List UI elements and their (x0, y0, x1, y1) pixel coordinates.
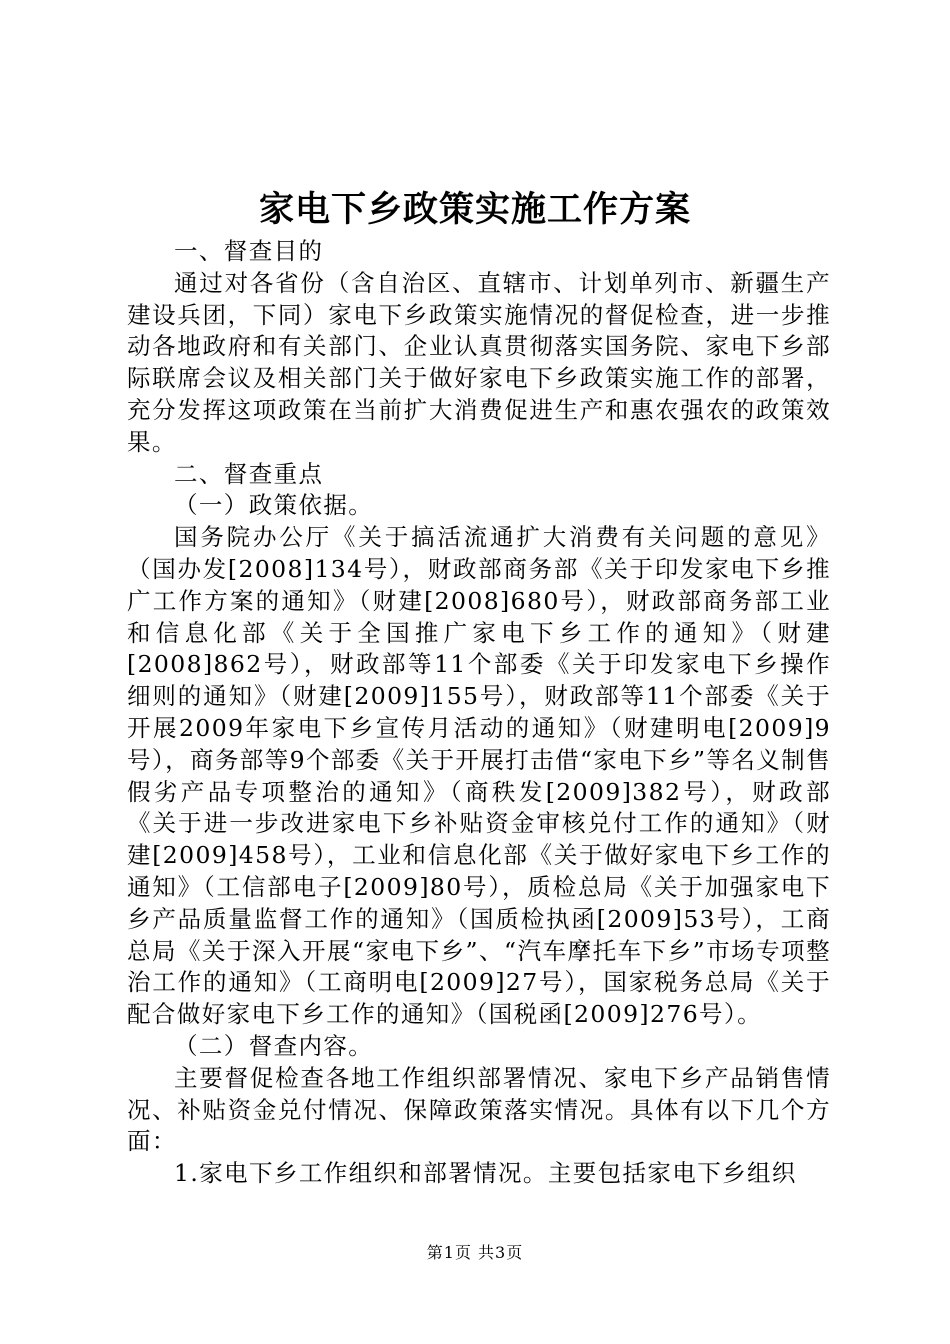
document-body (127, 236, 831, 1190)
page-number: 第1页 共3页 (426, 1243, 524, 1262)
section-heading-focus: 二、督查重点 (174, 459, 324, 488)
paragraph-content: 主要督促检查各地工作组织部署情况、家电下乡产品销售情况、补贴资金兑付情况、保障政策落实情况。具体有以下几个方面： (127, 1063, 831, 1156)
document-title: 家电下乡政策实施工作方案 (258, 189, 691, 230)
subsection-heading-content: （二）督查内容。 (174, 1031, 374, 1060)
paragraph-policy-basis: 国务院办公厅《关于搞活流通扩大消费有关问题的意见》（国办发[2008]134号），财政部商务部《关于印发家电下乡推广工作方案的通知》（财建[2008]680号），财政部商务部工业和信息化部《关于全国推广家电下乡工作的通知》（财建[2008]862号），财政部等11个部委《关于印发家电下乡操作细则的通知》（财建[2009]155号），财政部等11个部委《关于开展2009年家电下乡宣传月活动的通知》（财建明电[2009]9号），商务部等9个部委《关于开展打击借“家电下乡”等名义制售假劣产品专项整治的通知》（商秩发[2009]382号），财政部《关于进一步改进家电下乡补贴资金审核兑付工作的通知》（财建[2009]458号），工业和信息化部《关于做好家电下乡工作的通知》（工信部电子[2009]80号），质检总局《关于加强家电下乡产品质量监督工作的通知》（国质检执函[2009]53号），工商总局《关于深入开展“家电下乡”、“汽车摩托车下乡”市场专项整治工作的通知》（工商明电[2009]27号），国家税务总局《关于配合做好家电下乡工作的通知》（国税函[2009]276号）。 (127, 523, 831, 1029)
subsection-heading-policy-basis: （一）政策依据。 (174, 491, 374, 520)
section-heading-purpose: 一、督查目的 (174, 237, 324, 265)
paragraph-item-1: 1.家电下乡工作组织和部署情况。主要包括家电下乡组织 (174, 1159, 797, 1188)
paragraph-purpose: 通过对各省份（含自治区、直辖市、计划单列市、新疆生产建设兵团，下同）家电下乡政策实施情况的督促检查，进一步推动各地政府和有关部门、企业认真贯彻落实国务院、家电下乡部际联席会议及相关部门关于做好家电下乡政策实施工作的部署，充分发挥这项政策在当前扩大消费促进生产和惠农强农的政策效果。 (127, 268, 831, 456)
